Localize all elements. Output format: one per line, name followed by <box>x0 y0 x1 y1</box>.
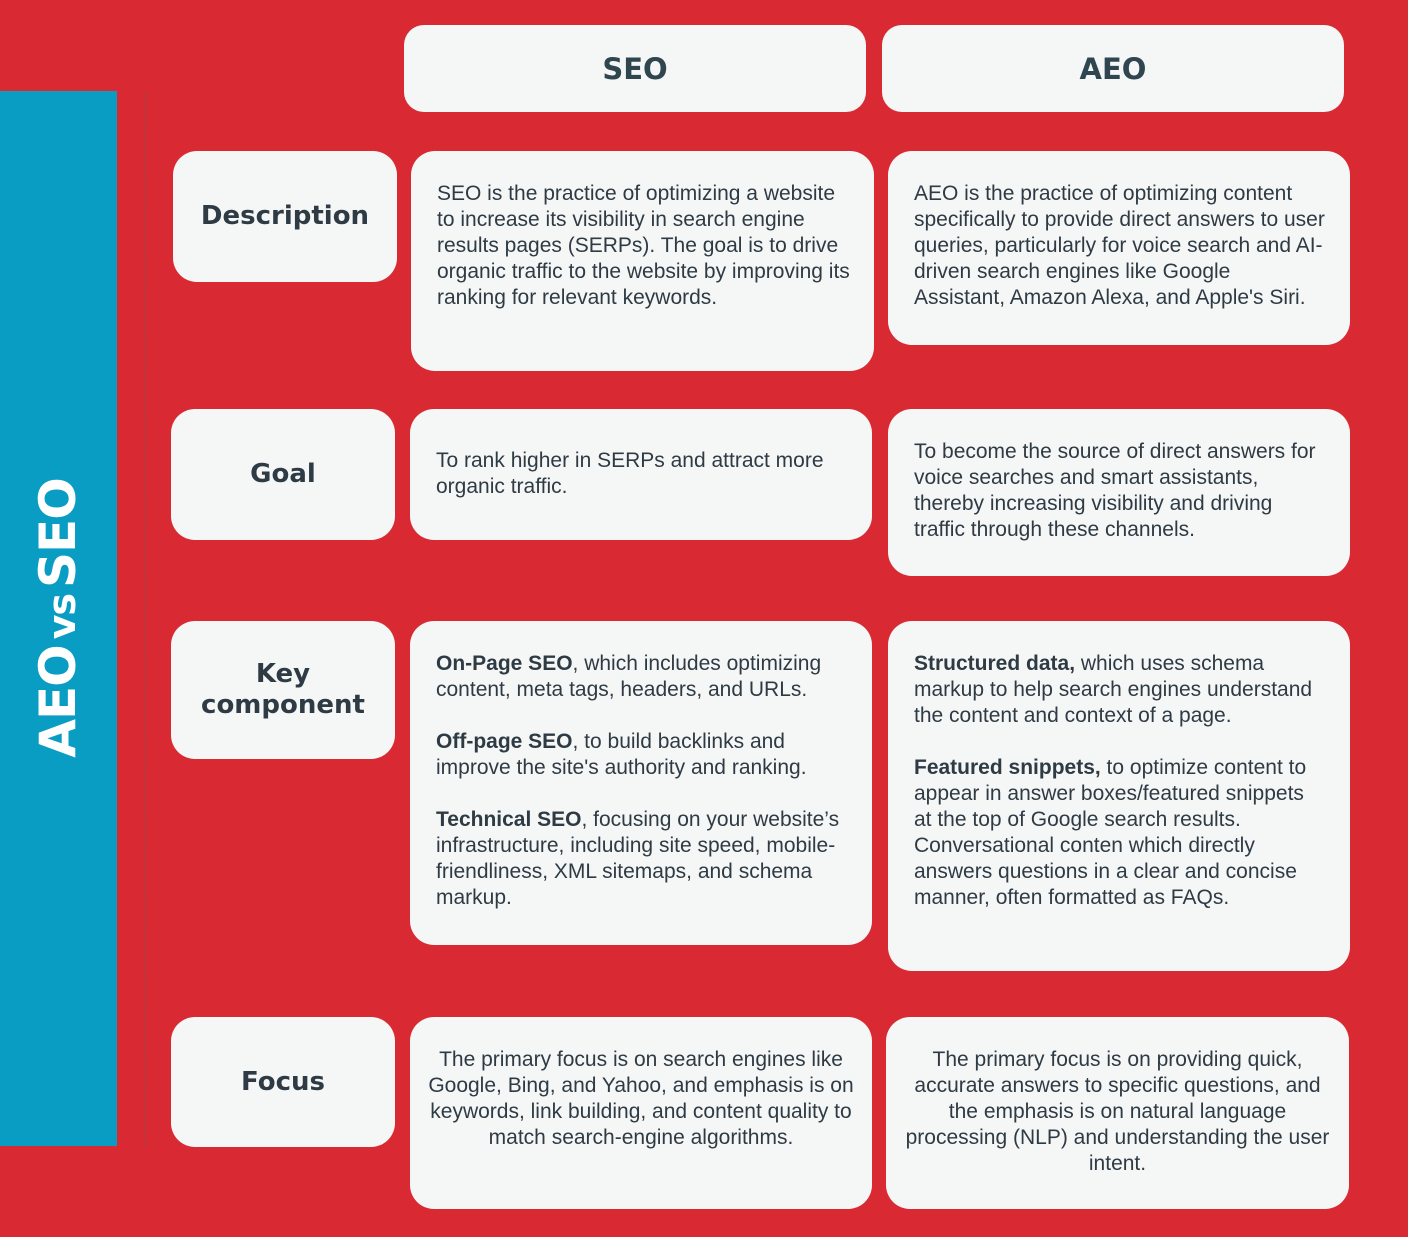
focus-aeo-cell <box>886 1017 1349 1209</box>
key-component-label-line1: Key <box>255 659 311 689</box>
goal-seo-cell <box>410 409 872 540</box>
row-label-description: Description <box>173 151 397 282</box>
goal-seo-text: To rank higher in SERPs and attract more organic traffic. <box>436 449 824 498</box>
key-component-aeo-item-title: Structured data, <box>914 652 1076 675</box>
key-component-seo-item-text: , which includes optimizing content, meta tags, headers, and URLs. <box>436 652 822 701</box>
key-component-aeo-item <box>914 755 1326 911</box>
side-title-seo: SEO <box>29 478 87 588</box>
description-seo-cell <box>411 151 874 371</box>
key-component-seo-item-text: , to build backlinks and improve the site's authority and ranking. <box>436 730 807 779</box>
goal-aeo-text: To become the source of direct answers for voice searches and smart assistants, thereby increasing visibility and driving traffic through these channels. <box>914 440 1316 541</box>
side-title-aeo: AEO <box>29 645 87 758</box>
key-component-seo-item-text: , focusing on your website’s infrastructure, including site speed, mobile-friendliness, XML sitemaps, and schema markup. <box>436 808 840 909</box>
description-aeo-cell <box>888 151 1350 345</box>
key-component-aeo-item-text: which uses schema markup to help search engines understand the content and context of a page. <box>914 652 1313 727</box>
focus-seo-cell <box>410 1017 872 1209</box>
focus-aeo-text: The primary focus is on providing quick, accurate answers to specific questions, and the emphasis is on natural language processing (NLP) and understanding the user intent. <box>905 1048 1330 1175</box>
key-component-seo-item-title: On-Page SEO <box>436 652 573 675</box>
key-component-seo-item <box>436 651 848 703</box>
key-component-label-line2: component <box>201 690 365 720</box>
row-label-key-component <box>171 621 395 759</box>
side-title <box>29 478 87 757</box>
description-aeo-text: AEO is the practice of optimizing content specifically to provide direct answers to user queries, particularly for voice search and AI-driven search engines like Google Assistant, Amazon Alexa, and Apple's Siri. <box>914 182 1325 309</box>
key-component-aeo-cell <box>888 621 1350 971</box>
key-component-seo-item-title: Technical SEO <box>436 808 582 831</box>
goal-aeo-cell <box>888 409 1350 576</box>
side-title-vs: vs <box>40 593 84 640</box>
key-component-seo-cell <box>410 621 872 945</box>
column-header-seo: SEO <box>404 25 866 112</box>
key-component-seo-item <box>436 729 848 781</box>
dashed-divider <box>145 93 146 1146</box>
key-component-seo-item <box>436 807 848 911</box>
description-seo-text: SEO is the practice of optimizing a website to increase its visibility in search engine results pages (SERPs). The goal is to drive organic traffic to the website by improving its ranking for relevant keywords. <box>437 182 850 309</box>
focus-seo-text: The primary focus is on search engines like Google, Bing, and Yahoo, and emphasis is on keywords, link building, and content quality to match search-engine algorithms. <box>428 1048 854 1149</box>
row-label-goal: Goal <box>171 409 395 540</box>
key-component-aeo-item-text: to optimize content to appear in answer boxes/featured snippets at the top of Google search results. Conversational conten which directly answers questions in a clear and concise manner, often formatted as FAQs. <box>914 756 1307 909</box>
column-header-aeo: AEO <box>882 25 1344 112</box>
key-component-aeo-item-title: Featured snippets, <box>914 756 1101 779</box>
key-component-seo-item-title: Off-page SEO <box>436 730 573 753</box>
row-label-focus: Focus <box>171 1017 395 1147</box>
key-component-aeo-item <box>914 651 1326 729</box>
